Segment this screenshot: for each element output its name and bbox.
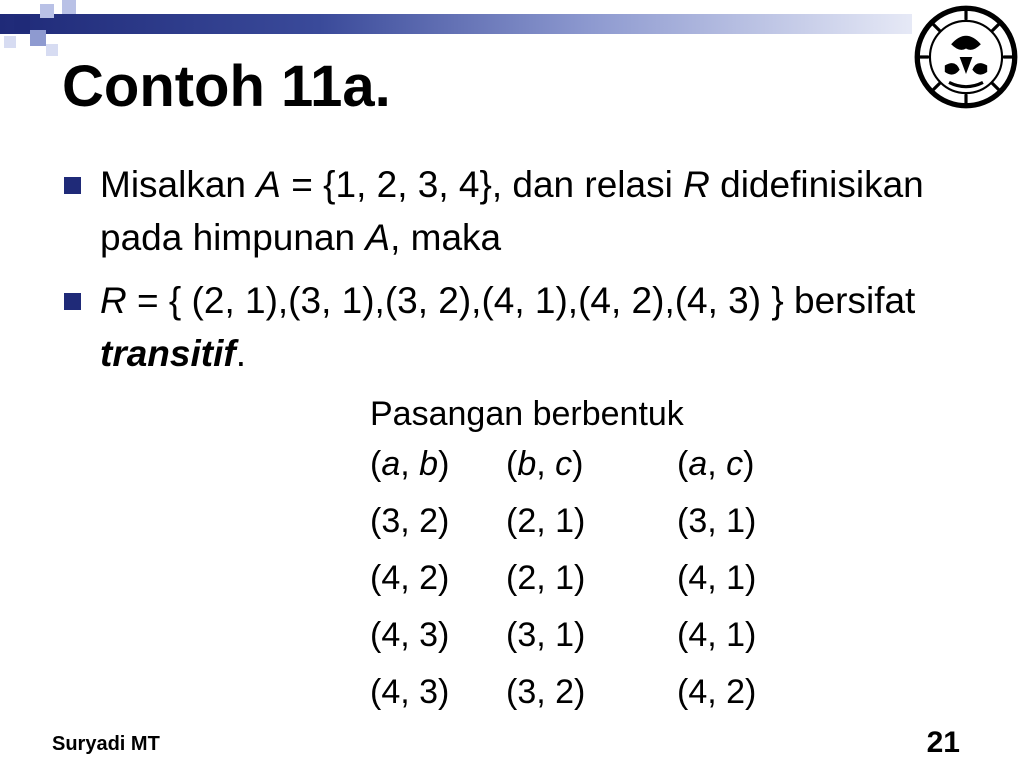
pair-cell: (4, 1) <box>677 616 757 654</box>
pair-cell: (4, 1) <box>677 559 757 597</box>
text-run: = {1, 2, 3, 4}, dan relasi <box>280 164 684 205</box>
bullet-item <box>62 158 962 264</box>
pair-row <box>370 664 757 721</box>
university-seal-icon <box>913 4 1019 110</box>
text-run: . <box>235 333 246 374</box>
pair-header-ab: (a, b) <box>370 445 450 483</box>
pair-caption: Pasangan berbentuk <box>370 395 684 433</box>
pair-header-row <box>370 436 755 493</box>
pair-header-bc: (b, c) <box>506 445 584 483</box>
pair-cell: (4, 3) <box>370 616 450 654</box>
pair-cell: (3, 1) <box>677 502 757 540</box>
text-run-italic: R <box>683 164 710 205</box>
bullet-item <box>62 274 962 380</box>
pair-cell: (4, 2) <box>677 673 757 711</box>
bullet-list <box>62 158 962 390</box>
footer-author: Suryadi MT <box>52 733 160 755</box>
pair-cell: (2, 1) <box>506 502 586 540</box>
pair-cell: (4, 2) <box>370 559 450 597</box>
pair-cell: (3, 2) <box>370 502 450 540</box>
text-run: , maka <box>390 217 502 258</box>
pair-cell: (4, 3) <box>370 673 450 711</box>
square-bullet-icon <box>64 293 81 310</box>
text-run-bold-italic: transitif <box>100 333 236 374</box>
slide-title: Contoh 11a. <box>62 54 391 119</box>
pair-header-ac: (a, c) <box>677 445 755 483</box>
bullet-text <box>100 164 924 258</box>
pair-cell: (3, 2) <box>506 673 586 711</box>
header-gradient-bar <box>0 14 912 34</box>
bullet-text <box>100 280 915 374</box>
pair-row <box>370 607 757 664</box>
text-run: didefinisikan pada himpunan <box>100 164 924 258</box>
pair-row <box>370 550 757 607</box>
pair-cell: (2, 1) <box>506 559 586 597</box>
text-run-italic: A <box>365 217 391 258</box>
pair-table <box>370 392 757 721</box>
pair-cell: (3, 1) <box>506 616 586 654</box>
text-run: Misalkan <box>100 164 257 205</box>
page-number: 21 <box>926 726 960 759</box>
pair-row <box>370 493 757 550</box>
text-run-italic: A <box>256 164 281 205</box>
text-run: = { (2, 1),(3, 1),(3, 2),(4, 1),(4, 2),(4, 3) } bersifat <box>126 280 916 321</box>
square-bullet-icon <box>64 177 81 194</box>
text-run-italic: R <box>100 280 127 321</box>
